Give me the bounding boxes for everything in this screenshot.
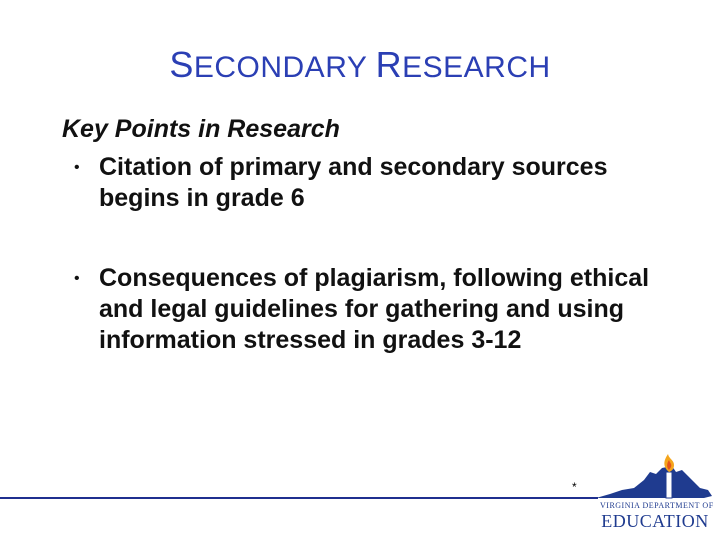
bullet-item	[74, 263, 674, 356]
torch-icon	[666, 472, 672, 498]
bullet-icon: •	[74, 159, 80, 176]
bullet-text: Citation of primary and secondary sources begins in grade 6	[99, 153, 608, 212]
bullet-list	[74, 152, 674, 356]
logo-text-top: VIRGINIA DEPARTMENT OF	[600, 501, 714, 510]
slide-title	[0, 44, 720, 86]
title-cap-2: R	[375, 44, 403, 85]
title-part-2: ESEARCH	[402, 51, 551, 84]
bullet-icon: •	[74, 270, 80, 287]
title-cap-1: S	[169, 44, 194, 85]
bullet-text: Consequences of plagiarism, following ethical and legal guidelines for gathering and using information stressed in grades 3-12	[99, 264, 650, 354]
title-part-1: ECONDARY	[193, 51, 376, 84]
footer-marker: *	[572, 480, 577, 494]
bullet-item	[74, 152, 674, 214]
virginia-map-icon	[596, 466, 712, 498]
footer-divider	[0, 497, 598, 499]
logo-text-main: EDUCATION	[601, 511, 709, 531]
slide-subtitle: Key Points in Research	[62, 115, 340, 143]
